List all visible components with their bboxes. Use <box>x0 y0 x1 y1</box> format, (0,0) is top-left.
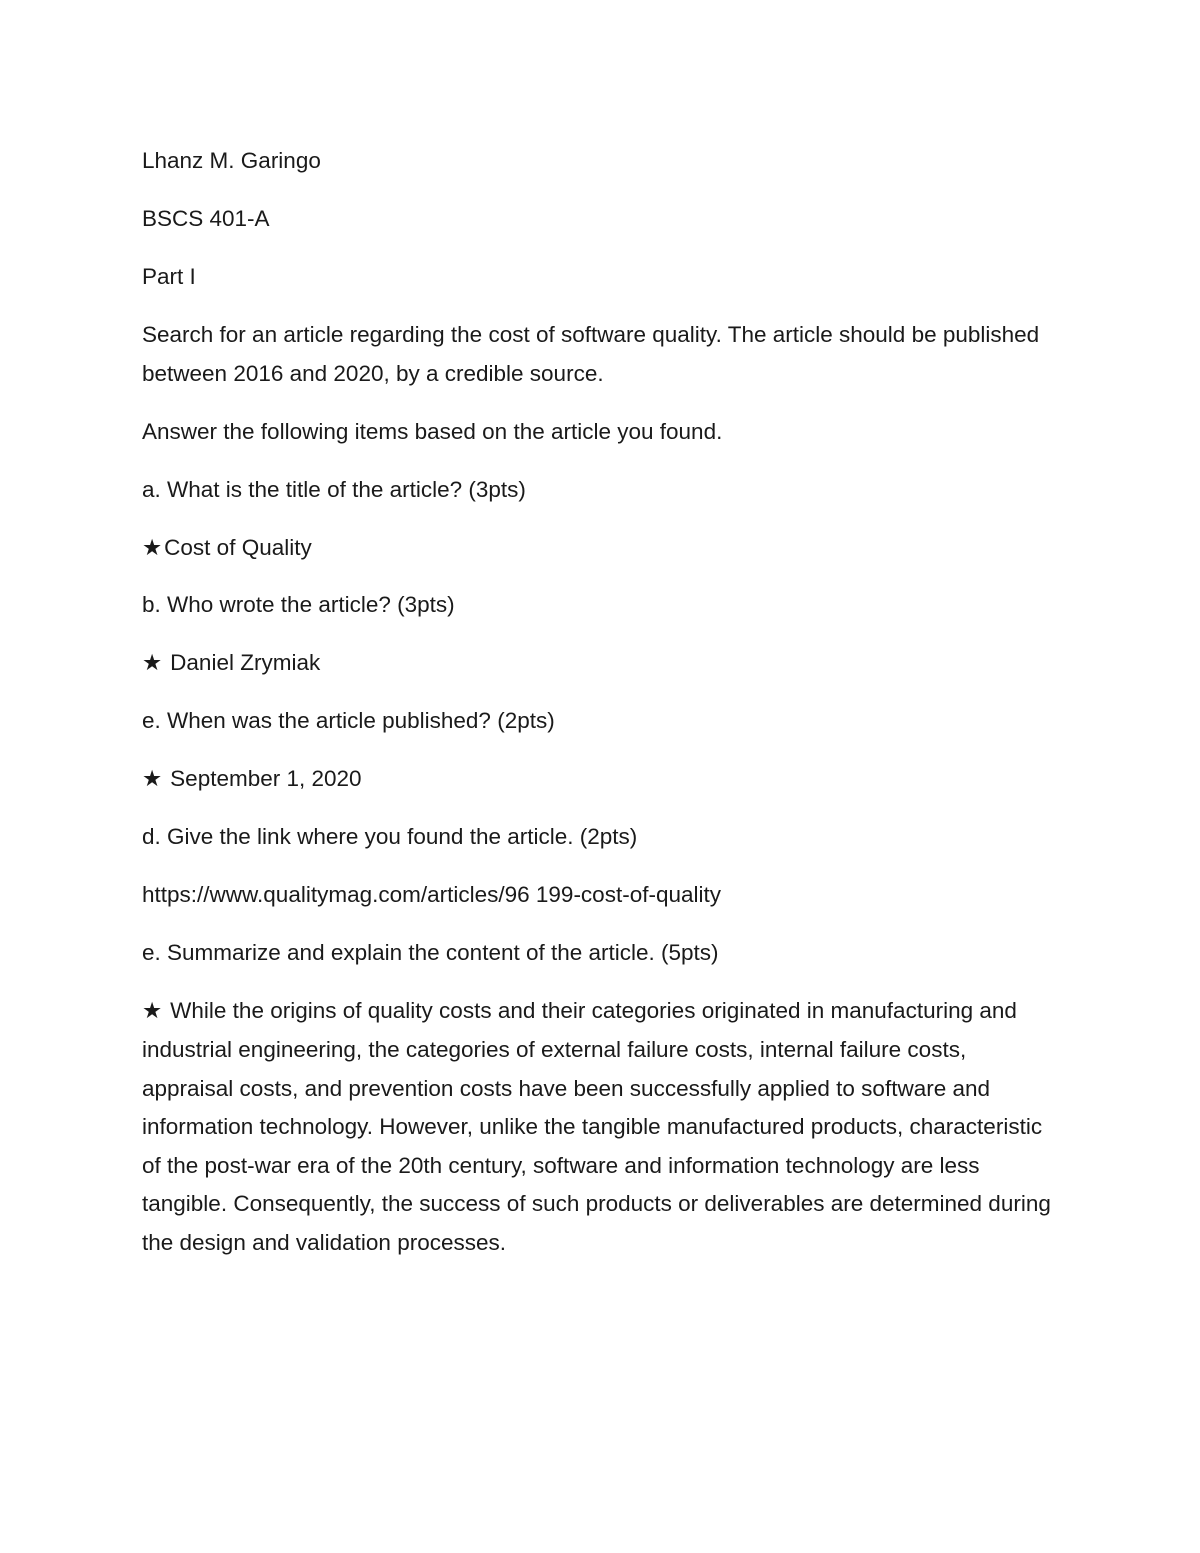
answer-e <box>142 992 1062 1262</box>
answer-text: While the origins of quality costs and their categories originated in manufacturing and industrial engineering, the categories of external failure costs, internal failure costs, appraisal costs, and prevention costs have been successfully applied to software and information technology. However, unlike the tangible manufactured products, characteristic of the post-war era of the 20th century, software and information technology are less tangible. Consequently, the success of such products or deliverables are determined during the design and validation processes. <box>142 998 1051 1255</box>
instructions: Search for an article regarding the cost of software quality. The article should be published between 2016 and 2020, by a credible source. <box>142 321 1040 386</box>
star-icon: ★ <box>142 534 163 560</box>
answer-b <box>142 644 1062 683</box>
document-body <box>142 142 1062 1282</box>
star-icon: ★ <box>142 650 163 676</box>
question-c: e. When was the article published? (2pts) <box>142 708 555 734</box>
part-label: Part I <box>142 263 196 289</box>
star-icon: ★ <box>142 766 163 792</box>
answer-d-link: https://www.qualitymag.com/articles/96 199-cost-of-quality <box>142 882 721 908</box>
question-d: d. Give the link where you found the article. (2pts) <box>142 824 638 850</box>
section-label: BSCS 401-A <box>142 205 270 231</box>
star-icon: ★ <box>142 998 163 1024</box>
answer-text: Cost of Quality <box>164 534 312 560</box>
prompt: Answer the following items based on the article you found. <box>142 418 723 444</box>
answer-text: Daniel Zrymiak <box>170 650 321 676</box>
question-e: e. Summarize and explain the content of the article. (5pts) <box>142 940 719 966</box>
answer-a <box>142 529 1062 568</box>
student-name: Lhanz M. Garingo <box>142 148 321 173</box>
question-a: a. What is the title of the article? (3pts) <box>142 476 526 502</box>
question-b: b. Who wrote the article? (3pts) <box>142 592 455 618</box>
answer-text: September 1, 2020 <box>170 766 362 792</box>
answer-c <box>142 760 1062 799</box>
